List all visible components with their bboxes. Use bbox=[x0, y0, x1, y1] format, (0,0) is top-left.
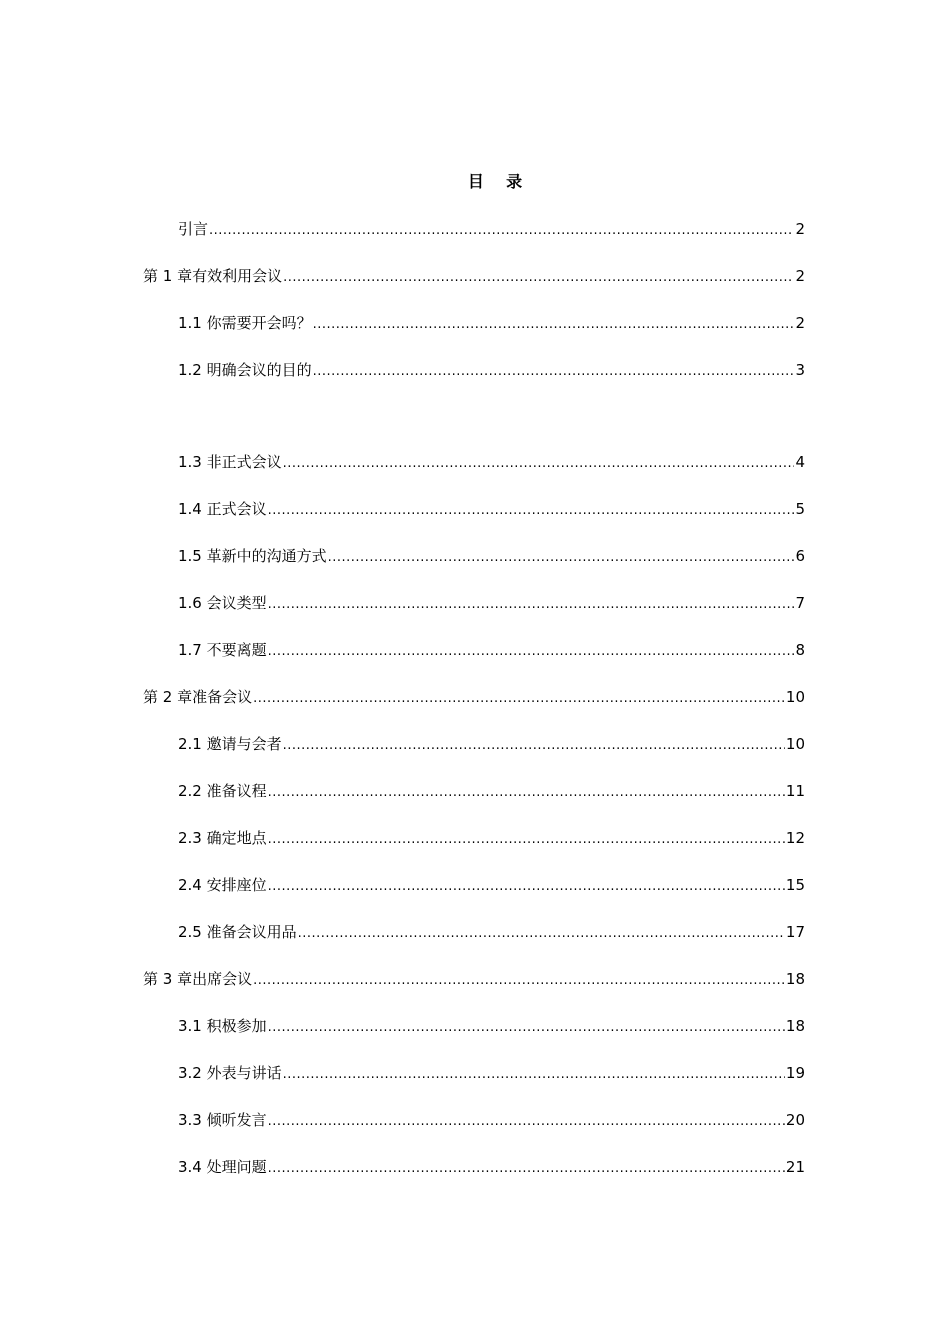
toc-entry-label: 2.4 安排座位 bbox=[178, 876, 267, 894]
toc-entry[interactable] bbox=[143, 264, 805, 288]
toc-entry[interactable] bbox=[178, 450, 805, 474]
toc-entry-label: 第 3 章出席会议 bbox=[143, 970, 253, 988]
toc-entry-label: 第 2 章准备会议 bbox=[143, 688, 253, 706]
toc-page-number: 7 bbox=[795, 594, 805, 612]
toc-dot-leader bbox=[313, 360, 795, 384]
toc-page-number: 10 bbox=[785, 688, 805, 706]
toc-page-number: 17 bbox=[785, 923, 805, 941]
toc-page-number: 18 bbox=[785, 1017, 805, 1035]
toc-page-number: 4 bbox=[795, 453, 805, 471]
toc-entry[interactable] bbox=[143, 685, 805, 709]
toc-entry[interactable] bbox=[178, 638, 805, 662]
toc-page-number: 15 bbox=[785, 876, 805, 894]
toc-page-number: 19 bbox=[785, 1064, 805, 1082]
toc-dot-leader bbox=[268, 781, 785, 805]
toc-dot-leader bbox=[298, 922, 785, 946]
toc-entry-label: 2.1 邀请与会者 bbox=[178, 735, 282, 753]
toc-entry[interactable] bbox=[178, 732, 805, 756]
toc-entry-label: 2.5 准备会议用品 bbox=[178, 923, 297, 941]
toc-entry-label: 1.2 明确会议的目的 bbox=[178, 361, 312, 379]
toc-page-number: 2 bbox=[795, 314, 805, 332]
toc-entry-label: 1.6 会议类型 bbox=[178, 594, 267, 612]
toc-entry-label: 1.7 不要离题 bbox=[178, 641, 267, 659]
toc-dot-leader bbox=[268, 640, 795, 664]
toc-page-number: 3 bbox=[795, 361, 805, 379]
toc-entry[interactable] bbox=[143, 967, 805, 991]
toc-entry-label: 3.3 倾听发言 bbox=[178, 1111, 267, 1129]
toc-dot-leader bbox=[268, 1110, 785, 1134]
toc-entry[interactable] bbox=[178, 1014, 805, 1038]
toc-dot-leader bbox=[313, 313, 795, 337]
toc-entry[interactable] bbox=[178, 217, 805, 241]
toc-page-number: 6 bbox=[795, 547, 805, 565]
toc-page-number: 10 bbox=[785, 735, 805, 753]
toc-entry[interactable] bbox=[178, 1155, 805, 1179]
toc-dot-leader bbox=[283, 734, 785, 758]
toc-page-number: 11 bbox=[785, 782, 805, 800]
toc-page-number: 5 bbox=[795, 500, 805, 518]
toc-page-number: 2 bbox=[795, 267, 805, 285]
toc-entry-label: 第 1 章有效利用会议 bbox=[143, 267, 283, 285]
toc-page-number: 21 bbox=[785, 1158, 805, 1176]
toc-entry-label: 3.1 积极参加 bbox=[178, 1017, 267, 1035]
toc-entry[interactable] bbox=[178, 311, 805, 335]
toc-entry[interactable] bbox=[178, 497, 805, 521]
toc-entry-label: 2.2 准备议程 bbox=[178, 782, 267, 800]
toc-entry[interactable] bbox=[178, 1108, 805, 1132]
toc-page-number: 2 bbox=[795, 220, 805, 238]
toc-entry-label: 3.4 处理问题 bbox=[178, 1158, 267, 1176]
toc-entry[interactable] bbox=[178, 1061, 805, 1085]
toc-entry[interactable] bbox=[178, 358, 805, 382]
toc-dot-leader bbox=[283, 452, 795, 476]
toc-entry[interactable] bbox=[178, 873, 805, 897]
toc-entry-label: 引言 bbox=[178, 220, 209, 238]
toc-dot-leader bbox=[268, 1016, 785, 1040]
toc-dot-leader bbox=[268, 1157, 785, 1181]
toc-entry[interactable] bbox=[178, 591, 805, 615]
toc-dot-leader bbox=[268, 593, 795, 617]
toc-entry-label: 1.4 正式会议 bbox=[178, 500, 267, 518]
toc-page-number: 18 bbox=[785, 970, 805, 988]
toc-dot-leader bbox=[268, 828, 785, 852]
toc-entry[interactable] bbox=[178, 544, 805, 568]
toc-page-number: 12 bbox=[785, 829, 805, 847]
toc-entry-label: 1.5 革新中的沟通方式 bbox=[178, 547, 327, 565]
toc-dot-leader bbox=[328, 546, 795, 570]
toc-title: 目 录 bbox=[467, 172, 523, 191]
toc-entry[interactable] bbox=[178, 779, 805, 803]
toc-dot-leader bbox=[283, 1063, 785, 1087]
toc-entry[interactable] bbox=[178, 826, 805, 850]
toc-dot-leader bbox=[283, 266, 794, 290]
toc-dot-leader bbox=[268, 499, 795, 523]
toc-dot-leader bbox=[253, 969, 785, 993]
toc-entry-label: 3.2 外表与讲话 bbox=[178, 1064, 282, 1082]
toc-entry-label: 2.3 确定地点 bbox=[178, 829, 267, 847]
toc-dot-leader bbox=[253, 687, 785, 711]
toc-dot-leader bbox=[268, 875, 785, 899]
toc-entry[interactable] bbox=[178, 920, 805, 944]
toc-page-number: 20 bbox=[785, 1111, 805, 1129]
toc-page-number: 8 bbox=[795, 641, 805, 659]
toc-dot-leader bbox=[209, 219, 794, 243]
toc-entry-label: 1.3 非正式会议 bbox=[178, 453, 282, 471]
toc-entry-label: 1.1 你需要开会吗？ bbox=[178, 314, 312, 332]
